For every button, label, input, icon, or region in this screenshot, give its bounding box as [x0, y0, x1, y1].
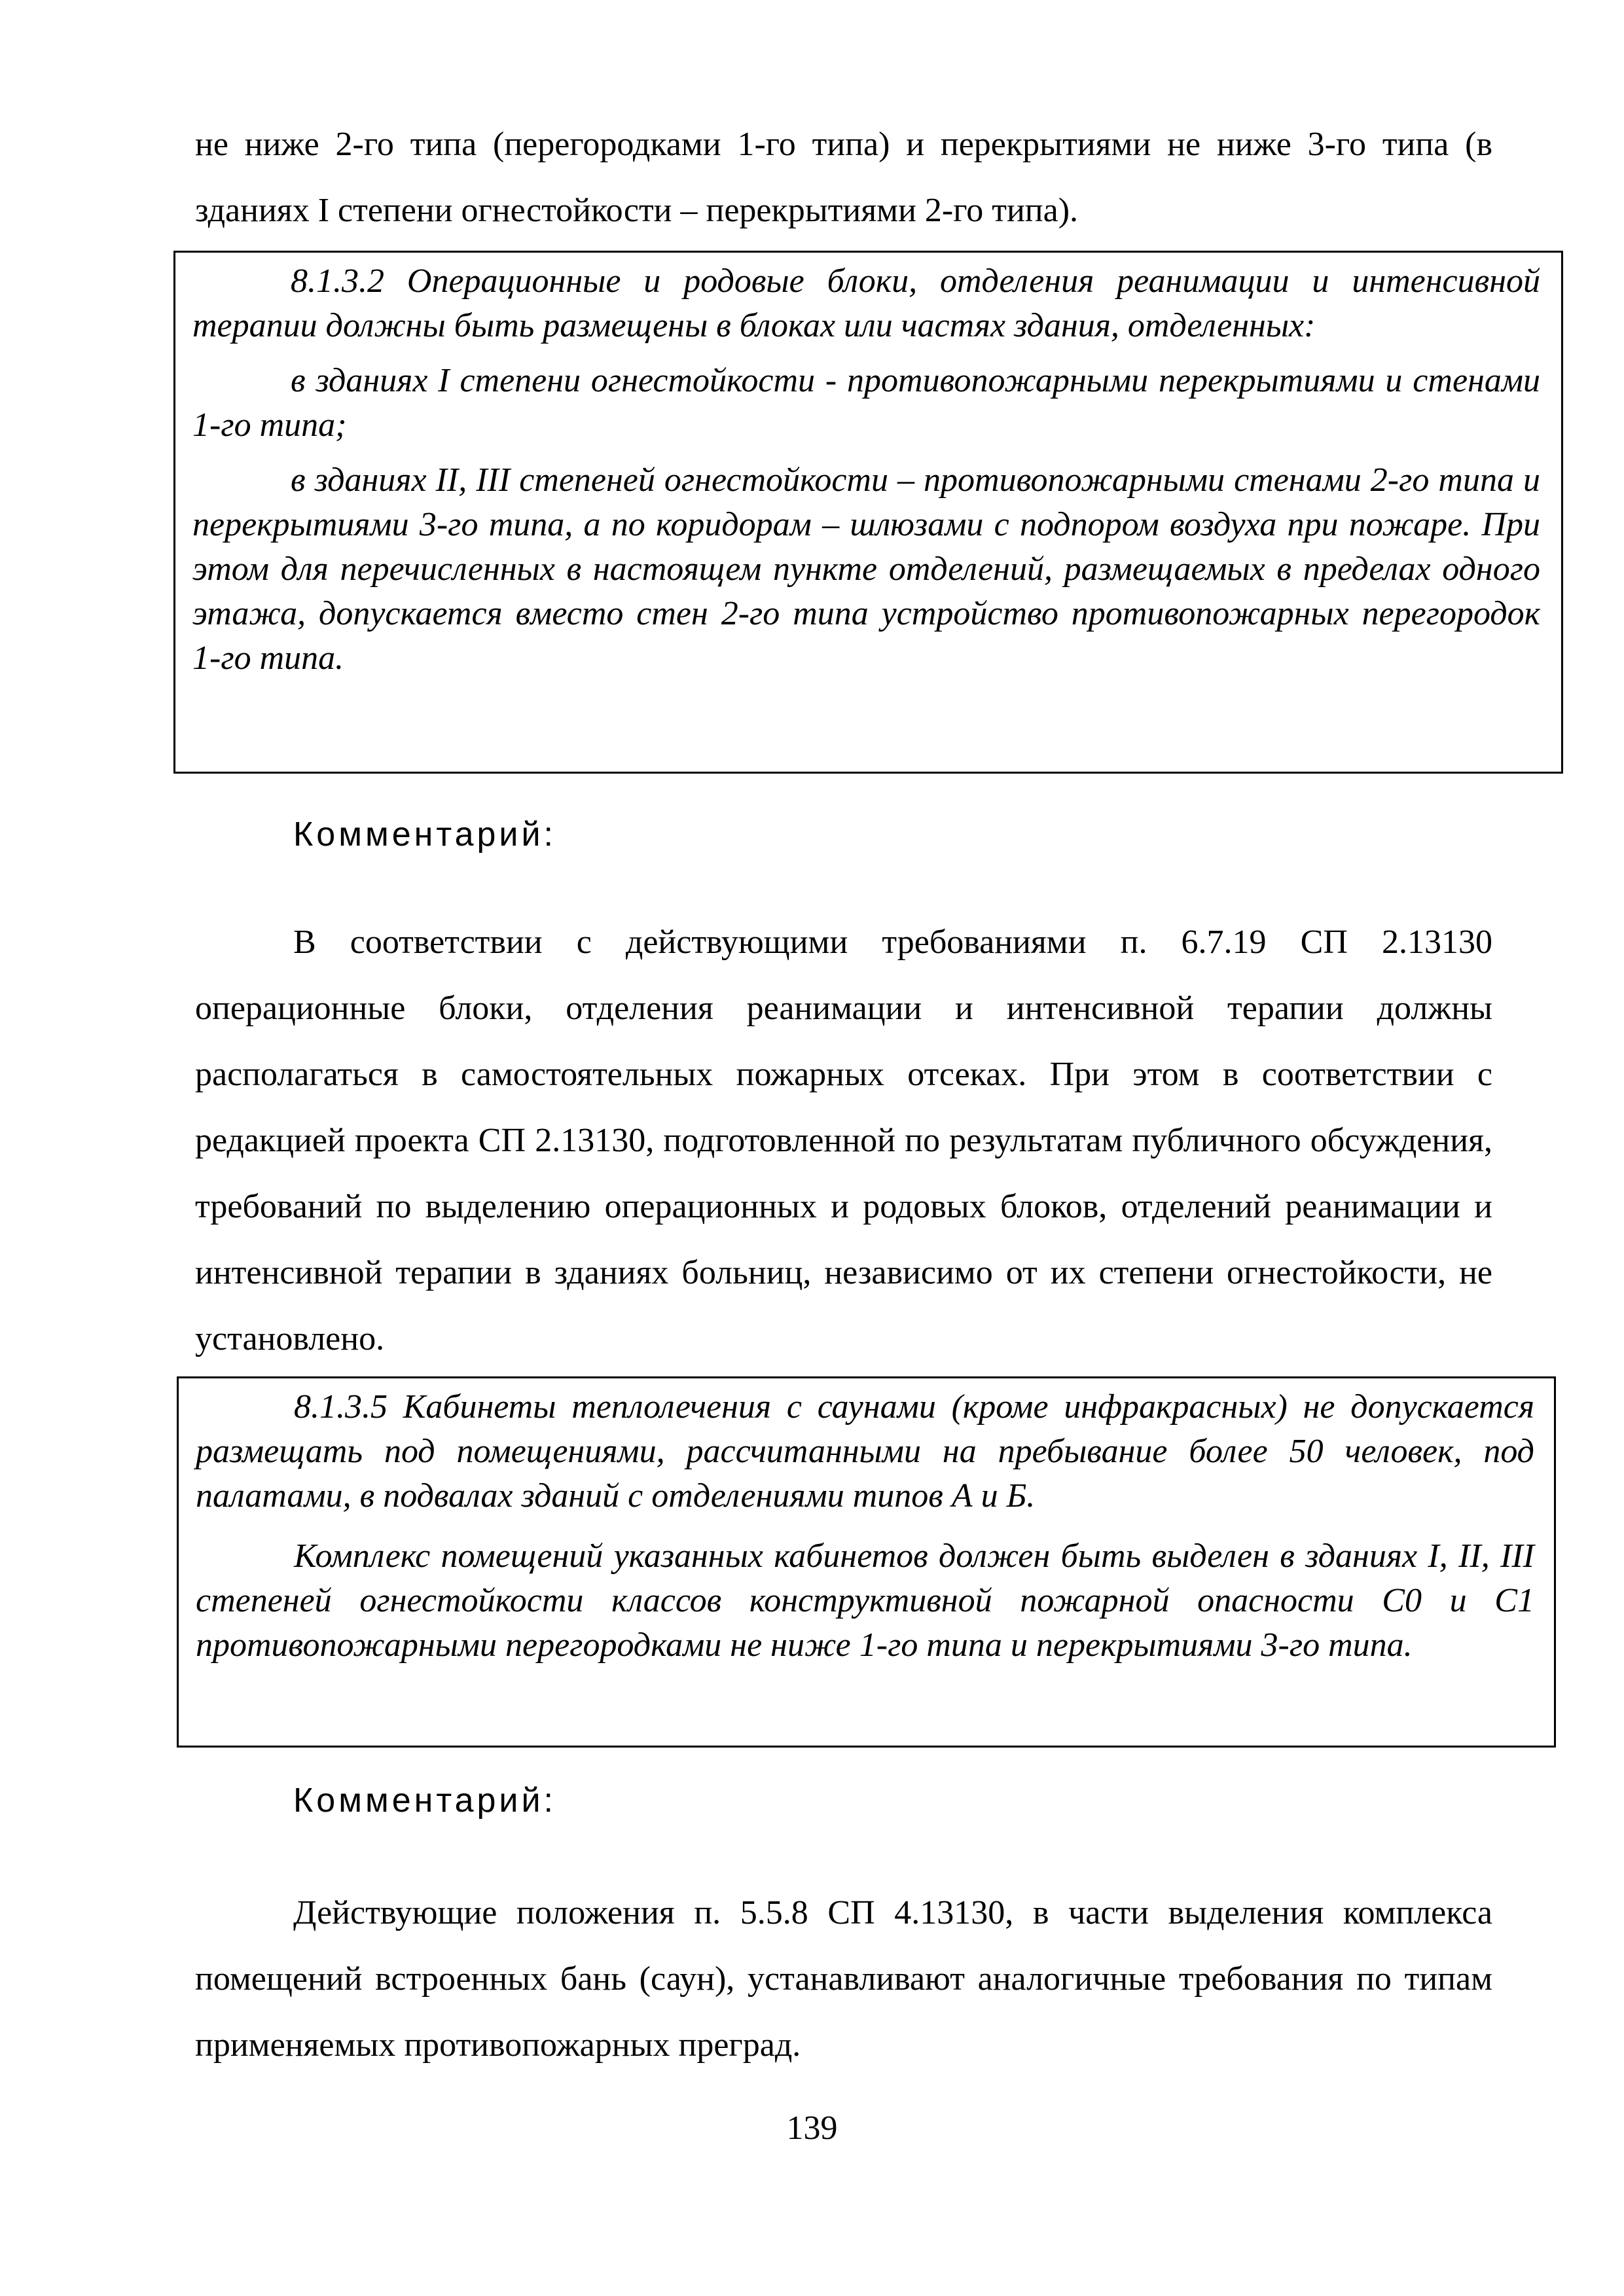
norm-clause-8-1-3-2: 8.1.3.2 Операционные и родовые блоки, отделения реанимации и интенсивной терапии должны быть размещены в блоках или частях здания, отделенных: [192, 262, 1540, 344]
comment-label: Комментарий: [293, 816, 556, 853]
comment-label: Комментарий: [293, 1782, 556, 1820]
norm-clause-8-1-3-5: 8.1.3.5 Кабинеты теплолечения с саунами (кроме инфракрасных) не допускается размещать под помещениями, рассчитанными на пребывание более 50 человек, под палатами, в подвалах зданий с отделениями типов А и Б. [196, 1388, 1534, 1515]
comment-text-8-1-3-5: Действующие положения п. 5.5.8 СП 4.13130, в части выделения комплекса помещений встроенных бань (саун), устанавливают аналогичные требования по типам применяемых противопожарных преград. [195, 1894, 1492, 2064]
comment-text-8-1-3-2: В соответствии с действующими требованиями п. 6.7.19 СП 2.13130 операционные блоки, отделения реанимации и интенсивной терапии должны располагаться в самостоятельных пожарных отсеках. При этом в соответствии с редакцией проекта СП 2.13130, подготовленной по результатам публичного обсуждения, требований по выделению операционных и родовых блоков, отделений реанимации и интенсивной терапии в зданиях больниц, независимо от их степени огнестойкости, не установлено. [195, 924, 1492, 1357]
intro-paragraph: не ниже 2-го типа (перегородками 1-го типа) и перекрытиями не ниже 3-го типа (в зданиях I степени огнестойкости – перекрытиями 2-го типа). [195, 126, 1492, 229]
norm-quote-box-8-1-3-5 [177, 1376, 1556, 1748]
page-number: 139 [786, 2109, 838, 2147]
norm-item-sauna-complex: Комплекс помещений указанных кабинетов должен быть выделен в зданиях I, II, III степеней огнестойкости классов конструктивной пожарной опасности С0 и С1 противопожарными перегородками не ниже 1-го типа и перекрытиями 3-го типа. [196, 1537, 1534, 1664]
norm-quote-box-8-1-3-2 [173, 251, 1563, 774]
norm-item-building-class-2-3: в зданиях II, III степеней огнестойкости – противопожарными стенами 2-го типа и перекрытиями 3-го типа, а по коридорам – шлюзами с подпором воздуха при пожаре. При этом для перечисленных в настоящем пункте отделений, размещаемых в пределах одного этажа, допускается вместо стен 2-го типа устройство противопожарных перегородок 1-го типа. [192, 461, 1540, 677]
norm-item-building-class-1: в зданиях I степени огнестойкости - противопожарными перекрытиями и стенами 1-го типа; [192, 362, 1540, 444]
